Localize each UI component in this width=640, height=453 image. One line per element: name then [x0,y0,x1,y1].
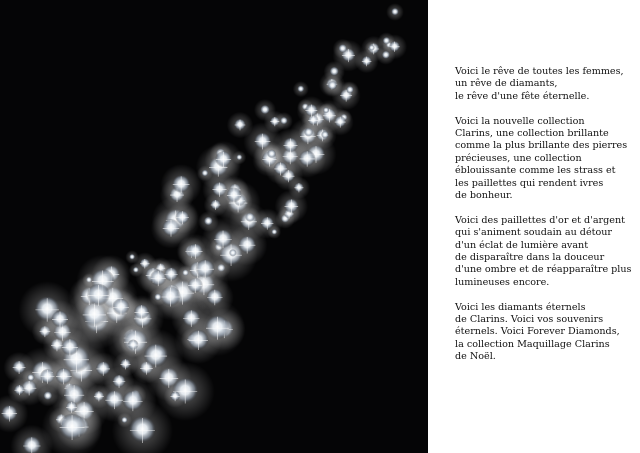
text-line: Voici le rêve de toutes les femmes, [455,66,624,77]
text-line: d'une ombre et de réapparaître plus [455,264,632,276]
diamond [201,170,208,177]
diamond [346,86,354,94]
text-line: Voici les diamants éternels [455,301,586,313]
diamond [229,249,237,257]
diamond [391,8,399,16]
text-line: Voici la nouvelle collection [455,115,585,127]
text-line: précieuses, une collection [455,152,582,164]
diamond [338,44,347,53]
diamond [236,154,242,160]
diamond [297,85,304,92]
text-line: de Noël. [455,351,496,363]
paragraph-2 [455,116,637,203]
paragraph-3 [455,215,637,289]
text-line: de bonheur. [455,190,513,202]
diamond [280,117,288,125]
text-line: Voici des paillettes d'or et d'argent [455,214,625,226]
diamond [328,81,338,91]
text-line: éternels. Voici Forever Diamonds, [455,326,620,338]
diamond [271,229,277,235]
diamond [129,254,135,260]
text-line: le rêve d'une fête éternelle. [455,90,590,102]
text-line: lumineuses encore. [455,276,550,288]
diamond [321,131,329,139]
text-line: la collection Maquillage Clarins [455,338,610,350]
text-line: les paillettes qui rendent ivres [455,177,604,189]
diamond [329,67,339,77]
text-line: d'un éclat de lumière avant [455,239,589,251]
diamond [260,105,270,115]
diamond [43,391,52,400]
text-line: qui s'animent soudain au détour [455,227,613,239]
text-line: Clarins, une collection brillante [455,128,609,140]
paragraph-1 [455,66,637,103]
text-column [455,66,637,376]
diamond [121,417,128,424]
text-line: de Clarins. Voici vos souvenirs [455,314,604,326]
text-line: de disparaître dans la douceur [455,252,605,264]
paragraph-4 [455,302,637,364]
diamond [204,217,213,226]
text-line: comme la plus brillante des pierres [455,140,628,152]
text-line: un rêve de diamants, [455,78,558,90]
text-line: éblouissante comme les strass et [455,165,616,177]
diamond [27,374,35,382]
